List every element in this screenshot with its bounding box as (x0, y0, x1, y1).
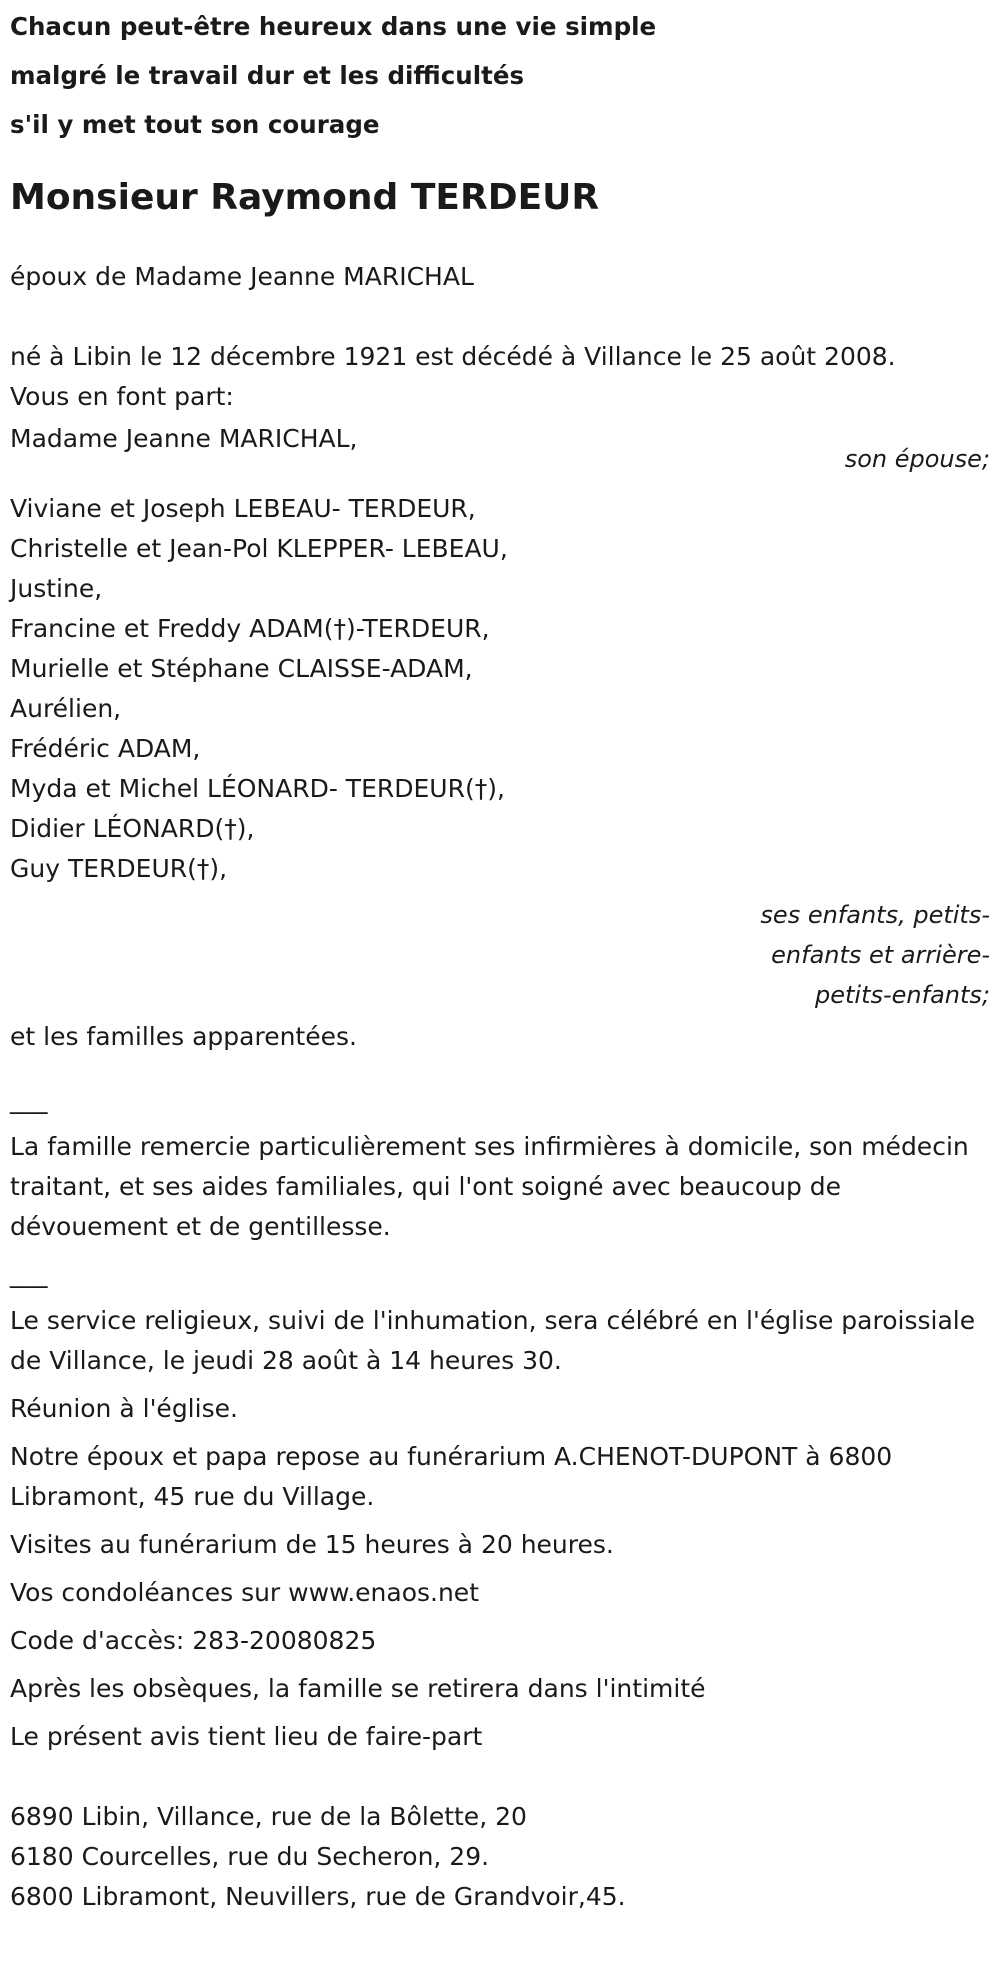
family-member: Myda et Michel LÉONARD- TERDEUR(†), (10, 774, 505, 803)
spouse-line: époux de Madame Jeanne MARICHAL (10, 262, 474, 291)
address-line: 6800 Libramont, Neuvillers, rue de Grandvoir,45. (10, 1882, 626, 1911)
family-member: Justine, (10, 574, 103, 603)
announcement-intro: Vous en font part: (10, 382, 234, 411)
birth-death-line: né à Libin le 12 décembre 1921 est décédé à Villance le 25 août 2008. (10, 342, 896, 371)
family-member: Aurélien, (10, 694, 122, 723)
spouse-entry: Madame Jeanne MARICHAL, (10, 424, 358, 453)
family-role: ses enfants, petits-enfants et arrière-petits-enfants; (760, 901, 990, 1009)
service-privacy: Après les obsèques, la famille se retirera dans l'intimité (10, 1674, 706, 1703)
family-member: Guy TERDEUR(†), (10, 854, 228, 883)
service-ceremony: Le service religieux, suivi de l'inhumation, sera célébré en l'église paroissiale de Villance, le jeudi 28 août à 14 heures 30. (10, 1306, 976, 1375)
family-list (10, 489, 990, 889)
family-member: Didier LÉONARD(†), (10, 814, 255, 843)
address-line: 6890 Libin, Villance, rue de la Bôlette, 20 (10, 1802, 527, 1831)
epigraph-line: Chacun peut-être heureux dans une vie simple (10, 12, 657, 41)
separator: ___ (10, 1259, 48, 1288)
epigraph (10, 0, 990, 149)
separator: ___ (10, 1085, 48, 1114)
service-rest: Notre époux et papa repose au funérarium A.CHENOT-DUPONT à 6800 Libramont, 45 rue du Village. (10, 1442, 893, 1511)
service-condolences: Vos condoléances sur www.enaos.net (10, 1578, 479, 1607)
address-list (10, 1797, 990, 1917)
service-visits: Visites au funérarium de 15 heures à 20 heures. (10, 1530, 614, 1559)
epigraph-line: s'il y met tout son courage (10, 110, 380, 139)
service-meeting: Réunion à l'église. (10, 1394, 238, 1423)
address-line: 6180 Courcelles, rue du Secheron, 29. (10, 1842, 490, 1871)
obituary-notice (10, 0, 990, 1917)
family-member: Murielle et Stéphane CLAISSE-ADAM, (10, 654, 473, 683)
relatives-line: et les familles apparentées. (10, 1022, 357, 1051)
family-member: Frédéric ADAM, (10, 734, 201, 763)
service-notice: Le présent avis tient lieu de faire-part (10, 1722, 483, 1751)
spouse-role: son épouse; (844, 445, 990, 473)
deceased-name: Monsieur Raymond TERDEUR (10, 177, 600, 218)
service-access-code: Code d'accès: 283-20080825 (10, 1626, 377, 1655)
family-member: Christelle et Jean-Pol KLEPPER- LEBEAU, (10, 534, 508, 563)
thanks-paragraph: La famille remercie particulièrement ses infirmières à domicile, son médecin traitant, et ses aides familiales, qui l'ont soigné avec beaucoup de dévouement et de gentillesse. (10, 1132, 969, 1241)
family-member: Francine et Freddy ADAM(†)-TERDEUR, (10, 614, 490, 643)
family-member: Viviane et Joseph LEBEAU- TERDEUR, (10, 494, 476, 523)
epigraph-line: malgré le travail dur et les difficultés (10, 61, 525, 90)
